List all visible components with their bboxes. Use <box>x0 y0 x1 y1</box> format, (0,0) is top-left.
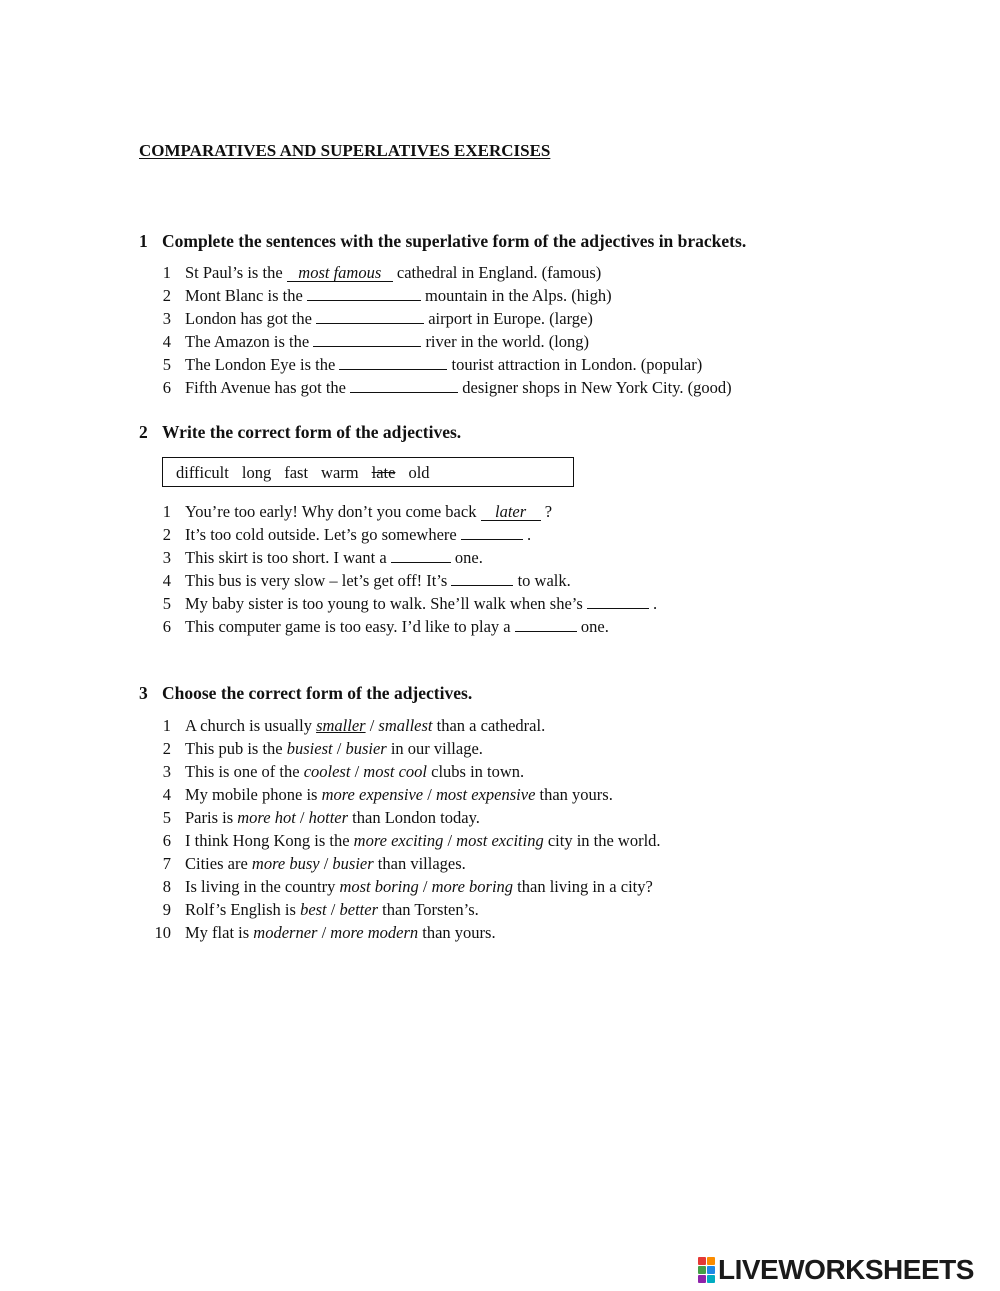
answer-blank[interactable] <box>587 593 649 609</box>
answer-blank[interactable] <box>515 616 577 632</box>
answer-blank[interactable] <box>316 308 424 324</box>
section-3-list <box>139 714 899 944</box>
option[interactable]: hotter <box>308 808 349 827</box>
option[interactable]: modern​er <box>253 923 318 942</box>
list-item: 10 My flat is modern​er / more modern than yours. <box>154 923 496 942</box>
option[interactable]: busier <box>332 854 374 873</box>
section-heading-text: Complete the sentences with the superlative form of the adjectives in brackets. <box>162 231 747 251</box>
list-item: 3 London has got the airport in Europe. (large) <box>162 309 593 328</box>
list-item: 6 Fifth Avenue has got the designer shops in New York City. (good) <box>162 378 732 397</box>
option[interactable]: more exciting <box>353 831 444 850</box>
page-title: COMPARATIVES AND SUPERLATIVES EXERCISES <box>139 141 551 160</box>
option[interactable]: more hot <box>237 808 296 827</box>
list-item: 1 You’re too early! Why don’t you come back later ? <box>162 502 553 521</box>
logo-square <box>707 1266 715 1274</box>
logo-square <box>698 1257 706 1265</box>
option[interactable]: best <box>300 900 327 919</box>
list-item: 9 Rolf’s English is best / better than Torsten’s. <box>162 900 479 919</box>
list-item: 6 I think Hong Kong is the more exciting / most exciting city in the world. <box>162 831 661 850</box>
list-item: 5 Paris is more hot / hotter than London today. <box>162 808 480 827</box>
option[interactable]: more expensive <box>321 785 424 804</box>
logo-square <box>698 1266 706 1274</box>
option[interactable]: better <box>339 900 378 919</box>
list-item: 2 It’s too cold outside. Let’s go somewhere . <box>162 525 532 544</box>
list-item: 2 This pub is the busiest / busier in our village. <box>162 739 483 758</box>
list-item: 4 This bus is very slow – let’s get off! It’s to walk. <box>162 571 571 590</box>
word: fast <box>284 463 309 482</box>
list-item: 1 St Paul’s is the most famous cathedral in England. (famous) <box>162 263 602 282</box>
liveworksheets-logo <box>698 1255 974 1285</box>
option[interactable]: busiest <box>286 739 333 758</box>
word: old <box>408 463 430 482</box>
option[interactable]: most boring <box>339 877 419 896</box>
answer-blank[interactable] <box>461 524 523 540</box>
section-heading-text: Write the correct form of the adjectives. <box>162 422 462 442</box>
list-item: 2 Mont Blanc is the mountain in the Alps. (high) <box>162 286 612 305</box>
option[interactable]: most exciting <box>456 831 544 850</box>
option[interactable]: more boring <box>431 877 514 896</box>
logo-text: LIVEWORKSHEETS <box>718 1254 974 1285</box>
option[interactable]: coolest <box>303 762 351 781</box>
section-2-heading <box>139 422 461 443</box>
section-number: 1 <box>139 231 148 251</box>
list-item: 7 Cities are more busy / busier than villages. <box>162 854 466 873</box>
option[interactable]: smallest <box>378 716 433 735</box>
option[interactable]: most expensive <box>435 785 536 804</box>
section-heading-text: Choose the correct form of the adjectives. <box>162 683 473 703</box>
answer-field[interactable]: later <box>481 503 541 521</box>
option-selected[interactable]: smaller <box>316 716 366 735</box>
word: warm <box>321 463 359 482</box>
list-item: 6 This computer game is too easy. I’d like to play a one. <box>162 617 609 636</box>
list-item: 3 This is one of the coolest / most cool clubs in town. <box>162 762 525 781</box>
word-used: late <box>371 463 396 482</box>
list-item: 4 The Amazon is the river in the world. (long) <box>162 332 590 351</box>
answer-field[interactable]: most famous <box>287 264 393 282</box>
option[interactable]: more busy <box>251 854 320 873</box>
section-number: 2 <box>139 422 148 442</box>
section-number: 3 <box>139 683 148 703</box>
word-box <box>162 457 574 487</box>
logo-square <box>698 1275 706 1283</box>
answer-blank[interactable] <box>451 570 513 586</box>
section-1-heading <box>139 231 746 252</box>
answer-blank[interactable] <box>391 547 451 563</box>
list-item: 8 Is living in the country most boring / more boring than living in a city? <box>162 877 653 896</box>
answer-blank[interactable] <box>350 377 458 393</box>
answer-blank[interactable] <box>339 354 447 370</box>
logo-square <box>707 1275 715 1283</box>
word: difficult <box>176 463 229 482</box>
list-item: 5 My baby sister is too young to walk. She’ll walk when she’s . <box>162 594 658 613</box>
list-item: 5 The London Eye is the tourist attraction in London. (popular) <box>162 355 703 374</box>
logo-square <box>707 1257 715 1265</box>
option[interactable]: most cool <box>363 762 428 781</box>
logo-icon <box>698 1257 715 1283</box>
section-2-list <box>139 500 899 638</box>
answer-blank[interactable] <box>307 285 421 301</box>
option[interactable]: more modern <box>330 923 419 942</box>
section-3-heading <box>139 683 472 704</box>
answer-blank[interactable] <box>313 331 421 347</box>
list-item: 4 My mobile phone is more expensive / most expensive than yours. <box>162 785 613 804</box>
section-1-list <box>139 261 899 399</box>
option[interactable]: busier <box>345 739 387 758</box>
list-item: 3 This skirt is too short. I want a one. <box>162 548 483 567</box>
word: long <box>241 463 272 482</box>
list-item: 1 A church is usually smaller / smallest than a cathedral. <box>162 716 546 735</box>
